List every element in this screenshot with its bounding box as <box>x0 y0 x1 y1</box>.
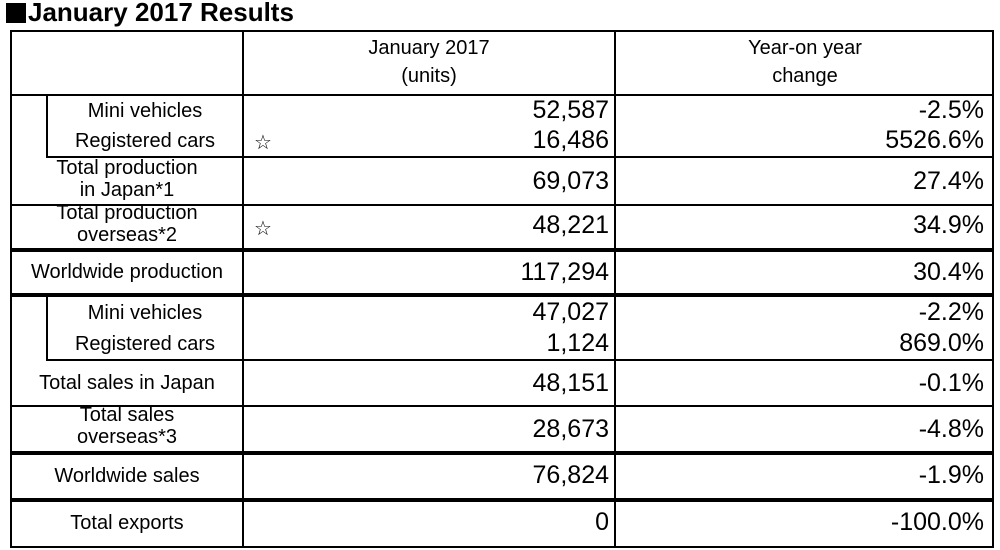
row-line-thick <box>10 498 994 502</box>
change-value: -0.1% <box>918 369 984 397</box>
change-value: -2.2% <box>918 298 984 326</box>
change-value: 27.4% <box>913 167 984 195</box>
row-label-line2: overseas*2 <box>76 224 178 246</box>
row-label <box>12 157 242 201</box>
units-value: 16,486 <box>532 126 609 154</box>
header-change <box>616 34 994 90</box>
row-label-line2: in Japan*1 <box>79 179 175 201</box>
units-value: 76,824 <box>532 461 609 489</box>
row-label-line2: overseas*3 <box>76 426 178 448</box>
row-label <box>12 202 242 246</box>
title-text: January 2017 Results <box>28 0 294 27</box>
star-icon: ☆ <box>254 132 272 154</box>
row-label: Worldwide production <box>31 261 223 283</box>
row-label-line1: Total sales <box>79 404 175 426</box>
row-label: Registered cars <box>74 333 216 355</box>
star-icon: ☆ <box>254 218 272 240</box>
units-value: 28,673 <box>532 415 609 443</box>
row-label: Mini vehicles <box>87 302 203 324</box>
change-value: -2.5% <box>918 96 984 124</box>
row-label: Worldwide sales <box>54 465 200 487</box>
units-value: 0 <box>595 508 609 536</box>
change-value: 30.4% <box>913 258 984 286</box>
units-value: 1,124 <box>546 329 609 357</box>
row-label-line1: Total production <box>56 157 198 179</box>
change-value: -100.0% <box>890 508 984 536</box>
row-label: Total exports <box>70 512 184 534</box>
row-label: Mini vehicles <box>87 100 203 122</box>
row-line <box>46 359 994 361</box>
header-units-line1: January 2017 <box>368 37 490 59</box>
units-value: 52,587 <box>532 96 609 124</box>
change-value: 34.9% <box>913 211 984 239</box>
black-square-icon <box>6 3 26 23</box>
header-units-line2: (units) <box>401 65 457 87</box>
header-units <box>244 34 614 90</box>
change-value: 5526.6% <box>885 126 984 154</box>
units-value: 47,027 <box>532 298 609 326</box>
row-label: Total sales in Japan <box>39 372 215 394</box>
row-line-thick <box>10 248 994 252</box>
header-change-line2: change <box>772 65 838 87</box>
units-value: 48,151 <box>532 369 609 397</box>
units-value: 69,073 <box>532 167 609 195</box>
units-value: 48,221 <box>532 211 609 239</box>
change-value: 869.0% <box>899 329 984 357</box>
row-line-thick <box>10 451 994 455</box>
units-value: 117,294 <box>520 258 609 286</box>
row-label: Registered cars <box>74 130 216 152</box>
row-line-thick <box>10 293 994 297</box>
row-label <box>12 404 242 448</box>
header-change-line1: Year-on year <box>748 37 862 59</box>
row-label-line1: Total production <box>56 202 198 224</box>
change-value: -4.8% <box>918 415 984 443</box>
change-value: -1.9% <box>918 461 984 489</box>
page-title <box>6 0 294 26</box>
